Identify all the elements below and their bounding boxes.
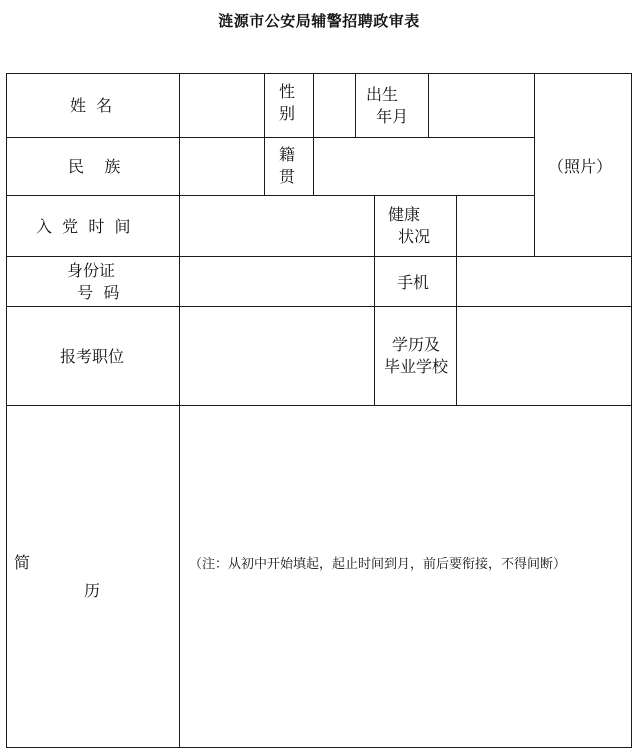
label-ethnicity: 民 族 xyxy=(68,157,121,176)
cell-education-value[interactable] xyxy=(456,306,632,406)
cell-party-value[interactable] xyxy=(179,195,375,257)
label-mobile: 手机 xyxy=(397,273,430,292)
cell-position-value[interactable] xyxy=(179,306,375,406)
label-birth: 出生 年月 xyxy=(366,85,409,126)
cell-native-value[interactable] xyxy=(313,137,535,196)
cell-name-value[interactable] xyxy=(179,73,265,138)
cell-gender-value[interactable] xyxy=(313,73,356,138)
cell-mobile-value[interactable] xyxy=(456,256,632,307)
label-resume-1: 简 xyxy=(14,553,31,572)
label-resume-2: 历 xyxy=(84,581,101,600)
label-photo: （照片） xyxy=(548,157,613,176)
resume-note: （注：从初中开始填起，起止时间到月，前后要衔接，不得间断） xyxy=(189,557,567,572)
cell-birth-value[interactable] xyxy=(428,73,535,138)
cell-id-value[interactable] xyxy=(179,256,375,307)
cell-health-value[interactable] xyxy=(456,195,535,257)
cell-resume-value[interactable] xyxy=(179,405,632,748)
label-position: 报考职位 xyxy=(60,347,125,366)
label-education: 学历及 毕业学校 xyxy=(383,335,448,376)
label-health: 健康 状况 xyxy=(388,205,431,246)
label-id-number: 身份证 号 码 xyxy=(67,261,120,302)
cell-resume-label xyxy=(6,405,180,748)
label-name: 姓 名 xyxy=(70,96,113,115)
form-title: 涟源市公安局辅警招聘政审表 xyxy=(218,12,420,30)
label-gender: 性 别 xyxy=(279,82,296,123)
label-native-place: 籍 贯 xyxy=(279,145,296,186)
label-party-time: 入 党 时 间 xyxy=(36,217,131,236)
cell-ethnicity-value[interactable] xyxy=(179,137,265,196)
